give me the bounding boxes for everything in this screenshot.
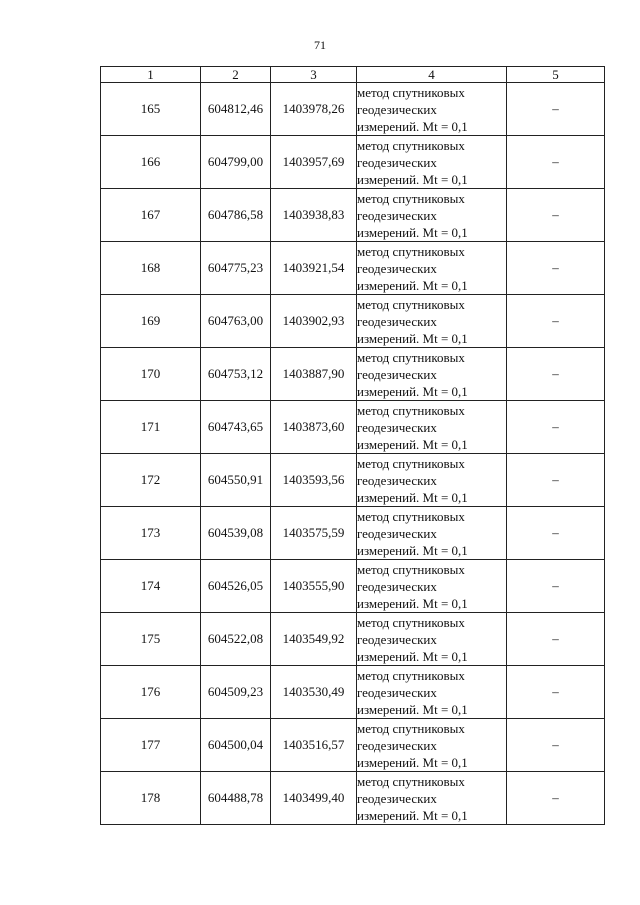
method-line: метод спутниковых xyxy=(357,455,465,471)
method-line: геодезических xyxy=(357,578,437,594)
method-cell xyxy=(357,666,507,719)
y-coordinate-cell: 1403575,59 xyxy=(271,507,357,560)
column-5-cell: – xyxy=(507,83,605,136)
method-line: метод спутниковых xyxy=(357,84,465,100)
method-line: измерений. Mt = 0,1 xyxy=(357,436,468,452)
x-coordinate-cell: 604753,12 xyxy=(201,348,271,401)
method-cell xyxy=(357,136,507,189)
method-cell xyxy=(357,613,507,666)
method-line: геодезических xyxy=(357,260,437,276)
point-number-cell: 165 xyxy=(101,83,201,136)
point-number-cell: 174 xyxy=(101,560,201,613)
point-number-cell: 168 xyxy=(101,242,201,295)
y-coordinate-cell: 1403978,26 xyxy=(271,83,357,136)
method-line: метод спутниковых xyxy=(357,296,465,312)
method-line: измерений. Mt = 0,1 xyxy=(357,648,468,664)
point-number-cell: 178 xyxy=(101,772,201,825)
method-line: метод спутниковых xyxy=(357,508,465,524)
point-number-cell: 171 xyxy=(101,401,201,454)
column-5-cell: – xyxy=(507,136,605,189)
table-row xyxy=(101,189,605,242)
column-header-1: 1 xyxy=(101,67,201,83)
method-line: геодезических xyxy=(357,631,437,647)
column-5-cell: – xyxy=(507,772,605,825)
method-line: измерений. Mt = 0,1 xyxy=(357,807,468,823)
method-line: метод спутниковых xyxy=(357,349,465,365)
table-row xyxy=(101,401,605,454)
point-number-cell: 167 xyxy=(101,189,201,242)
x-coordinate-cell: 604522,08 xyxy=(201,613,271,666)
table-row xyxy=(101,348,605,401)
method-line: геодезических xyxy=(357,419,437,435)
column-5-cell: – xyxy=(507,242,605,295)
method-cell xyxy=(357,83,507,136)
method-line: метод спутниковых xyxy=(357,773,465,789)
y-coordinate-cell: 1403902,93 xyxy=(271,295,357,348)
table-row xyxy=(101,83,605,136)
column-5-cell: – xyxy=(507,613,605,666)
method-line: геодезических xyxy=(357,154,437,170)
table-row xyxy=(101,560,605,613)
method-cell xyxy=(357,772,507,825)
table-row xyxy=(101,507,605,560)
column-5-cell: – xyxy=(507,401,605,454)
x-coordinate-cell: 604500,04 xyxy=(201,719,271,772)
method-cell xyxy=(357,242,507,295)
point-number-cell: 172 xyxy=(101,454,201,507)
y-coordinate-cell: 1403593,56 xyxy=(271,454,357,507)
method-line: метод спутниковых xyxy=(357,190,465,206)
method-line: геодезических xyxy=(357,101,437,117)
x-coordinate-cell: 604488,78 xyxy=(201,772,271,825)
column-5-cell: – xyxy=(507,507,605,560)
x-coordinate-cell: 604509,23 xyxy=(201,666,271,719)
column-5-cell: – xyxy=(507,295,605,348)
table-row xyxy=(101,772,605,825)
method-line: геодезических xyxy=(357,472,437,488)
table-header-row xyxy=(101,67,605,83)
table-row xyxy=(101,719,605,772)
method-line: геодезических xyxy=(357,313,437,329)
method-cell xyxy=(357,295,507,348)
table-row xyxy=(101,242,605,295)
y-coordinate-cell: 1403516,57 xyxy=(271,719,357,772)
column-header-3: 3 xyxy=(271,67,357,83)
method-line: метод спутниковых xyxy=(357,137,465,153)
column-header-4: 4 xyxy=(357,67,507,83)
method-line: метод спутниковых xyxy=(357,614,465,630)
method-cell xyxy=(357,560,507,613)
method-line: измерений. Mt = 0,1 xyxy=(357,224,468,240)
x-coordinate-cell: 604775,23 xyxy=(201,242,271,295)
method-line: измерений. Mt = 0,1 xyxy=(357,171,468,187)
method-line: метод спутниковых xyxy=(357,667,465,683)
method-cell xyxy=(357,401,507,454)
y-coordinate-cell: 1403530,49 xyxy=(271,666,357,719)
x-coordinate-cell: 604786,58 xyxy=(201,189,271,242)
x-coordinate-cell: 604539,08 xyxy=(201,507,271,560)
method-line: измерений. Mt = 0,1 xyxy=(357,383,468,399)
column-5-cell: – xyxy=(507,560,605,613)
y-coordinate-cell: 1403938,83 xyxy=(271,189,357,242)
x-coordinate-cell: 604743,65 xyxy=(201,401,271,454)
method-line: измерений. Mt = 0,1 xyxy=(357,754,468,770)
x-coordinate-cell: 604763,00 xyxy=(201,295,271,348)
coordinates-table xyxy=(100,66,605,825)
column-header-2: 2 xyxy=(201,67,271,83)
column-5-cell: – xyxy=(507,189,605,242)
method-cell xyxy=(357,454,507,507)
x-coordinate-cell: 604550,91 xyxy=(201,454,271,507)
method-line: метод спутниковых xyxy=(357,243,465,259)
point-number-cell: 170 xyxy=(101,348,201,401)
method-line: геодезических xyxy=(357,207,437,223)
table-row xyxy=(101,295,605,348)
point-number-cell: 173 xyxy=(101,507,201,560)
column-header-5: 5 xyxy=(507,67,605,83)
page-number: 71 xyxy=(314,38,326,52)
method-line: геодезических xyxy=(357,366,437,382)
table-row xyxy=(101,613,605,666)
method-line: измерений. Mt = 0,1 xyxy=(357,489,468,505)
y-coordinate-cell: 1403887,90 xyxy=(271,348,357,401)
point-number-cell: 169 xyxy=(101,295,201,348)
table-row xyxy=(101,454,605,507)
method-line: измерений. Mt = 0,1 xyxy=(357,330,468,346)
table-row xyxy=(101,136,605,189)
table-body xyxy=(101,83,605,825)
method-line: геодезических xyxy=(357,737,437,753)
method-line: измерений. Mt = 0,1 xyxy=(357,118,468,134)
method-line: метод спутниковых xyxy=(357,402,465,418)
y-coordinate-cell: 1403555,90 xyxy=(271,560,357,613)
y-coordinate-cell: 1403873,60 xyxy=(271,401,357,454)
point-number-cell: 166 xyxy=(101,136,201,189)
method-line: геодезических xyxy=(357,684,437,700)
method-cell xyxy=(357,189,507,242)
method-line: метод спутниковых xyxy=(357,720,465,736)
column-5-cell: – xyxy=(507,348,605,401)
x-coordinate-cell: 604526,05 xyxy=(201,560,271,613)
y-coordinate-cell: 1403921,54 xyxy=(271,242,357,295)
method-cell xyxy=(357,719,507,772)
method-line: измерений. Mt = 0,1 xyxy=(357,701,468,717)
column-5-cell: – xyxy=(507,666,605,719)
point-number-cell: 177 xyxy=(101,719,201,772)
x-coordinate-cell: 604799,00 xyxy=(201,136,271,189)
point-number-cell: 175 xyxy=(101,613,201,666)
y-coordinate-cell: 1403549,92 xyxy=(271,613,357,666)
method-line: геодезических xyxy=(357,525,437,541)
method-line: измерений. Mt = 0,1 xyxy=(357,595,468,611)
y-coordinate-cell: 1403499,40 xyxy=(271,772,357,825)
x-coordinate-cell: 604812,46 xyxy=(201,83,271,136)
point-number-cell: 176 xyxy=(101,666,201,719)
column-5-cell: – xyxy=(507,719,605,772)
method-cell xyxy=(357,348,507,401)
method-line: измерений. Mt = 0,1 xyxy=(357,277,468,293)
method-line: измерений. Mt = 0,1 xyxy=(357,542,468,558)
column-5-cell: – xyxy=(507,454,605,507)
method-line: геодезических xyxy=(357,790,437,806)
y-coordinate-cell: 1403957,69 xyxy=(271,136,357,189)
table-row xyxy=(101,666,605,719)
method-cell xyxy=(357,507,507,560)
method-line: метод спутниковых xyxy=(357,561,465,577)
